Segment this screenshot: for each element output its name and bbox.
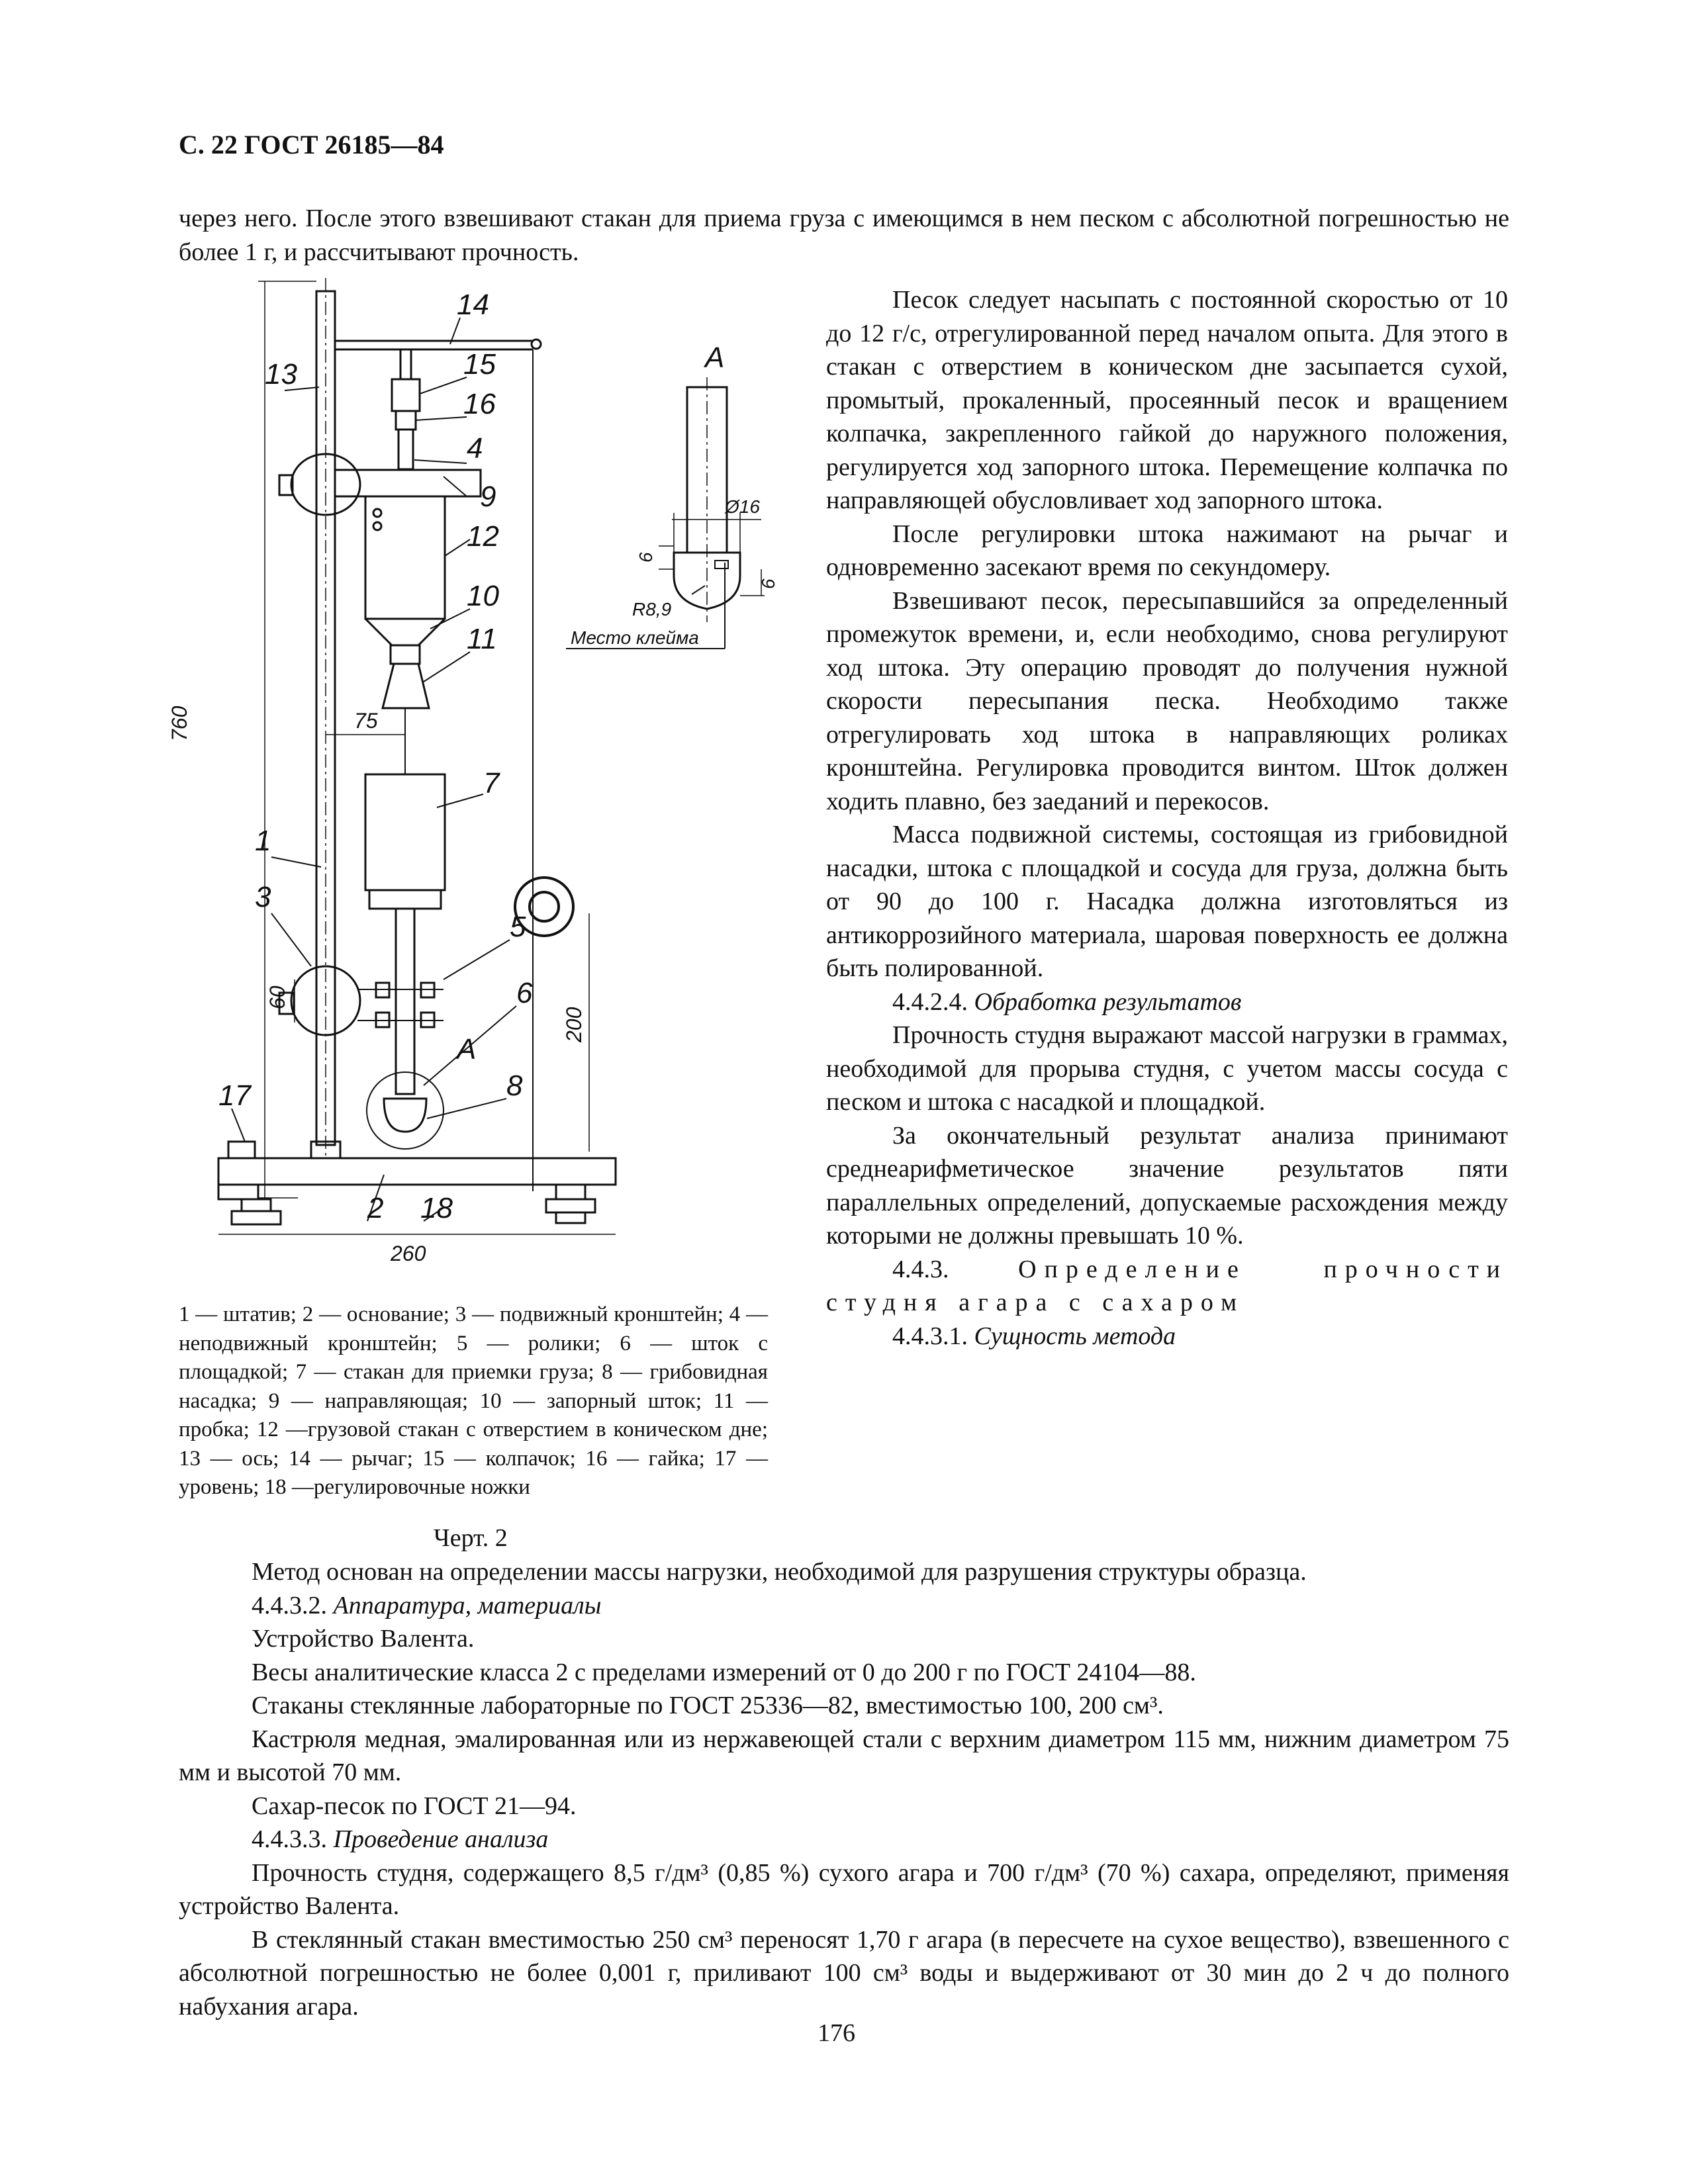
heading-4433: 4.4.3.3. Проведение анализа (252, 1825, 549, 1853)
page-number: 176 (818, 2019, 855, 2047)
apparatus-item: Весы аналитические класса 2 с пределами измерений от 0 до 200 г по ГОСТ 24104—88. (252, 1658, 1196, 1686)
label-3: 3 (255, 881, 271, 913)
para-results-2: За окончательный результат анализа принимают среднеарифметическое значение результатов пяти параллельных определений, допускаемые расхождения между которыми не должны превышать 10 %. (826, 1121, 1508, 1250)
para-analysis-2: В стеклянный стакан вместимостью 250 см³ переносят 1,70 г агара (в пересчете на сухое вещество), взвешенного с абсолютной погрешностью не более 0,001 г, приливают 100 см³ воды и выдерживают от 30 мин до 2 ч до полного набухания агара. (179, 1925, 1509, 2021)
para-method: Метод основан на определении массы нагрузки, необходимой для разрушения структуры образца. (252, 1558, 1307, 1586)
label-12: 12 (467, 520, 499, 553)
label-view-a: A (705, 341, 725, 374)
label-8: 8 (506, 1069, 523, 1102)
label-7: 7 (483, 767, 500, 799)
para-analysis-1: Прочность студня, содержащего 8,5 г/дм³ (0,85 %) сухого агара и 700 г/дм³ (70 %) сахара, определяют, применяя устройство Валента. (179, 1858, 1509, 1920)
para-sand: Песок следует насыпать с постоянной скоростью от 10 до 12 г/с, отрегулированной перед началом опыта. Для этого в стакан с отверстием в коническом дне засыпается сухой, промытый, прокаленный, просеянный песок и вращением колпачка, закрепленного гайкой до наружного положения, регулируется ход запорного штока. Перемещение колпачка по направляющей обусловливает ход запорного штока. (826, 286, 1508, 514)
label-11: 11 (467, 623, 497, 655)
label-view-a-arrow: A (457, 1033, 477, 1066)
dim-six-right: 6 (758, 578, 778, 589)
dim-radius: R8,9 (632, 599, 672, 619)
label-9: 9 (480, 480, 496, 513)
dim-200: 200 (562, 1007, 586, 1042)
dim-dia-16: Ø16 (725, 496, 760, 517)
cap (392, 379, 420, 411)
dim-260: 260 (391, 1242, 426, 1265)
dim-60: 60 (265, 985, 289, 1009)
level (228, 1142, 255, 1158)
mushroom-tip (384, 1099, 426, 1132)
page-header: С. 22 ГОСТ 26185—84 (179, 130, 444, 159)
stopper (383, 664, 429, 708)
apparatus-item: Стаканы стеклянные лабораторные по ГОСТ 25336—82, вместимостью 100, 200 см³. (252, 1692, 1164, 1719)
nut (396, 411, 416, 430)
label-2: 2 (367, 1192, 384, 1224)
receiving-cup (365, 774, 445, 890)
heading-443: 4.4.3. Определение прочности студня агара с сахаром (826, 1255, 1509, 1316)
para-lever: После регулировки штока нажимают на рычаг и одновременно засекают время по секундомеру. (826, 520, 1508, 581)
label-14: 14 (457, 289, 489, 321)
dim-760: 760 (167, 705, 191, 741)
right-column (826, 283, 1508, 1353)
label-4: 4 (467, 432, 483, 465)
dim-75: 75 (354, 709, 378, 733)
dim-six-left: 6 (635, 552, 656, 563)
apparatus-item: Сахар-песок по ГОСТ 21—94. (252, 1792, 577, 1820)
label-10: 10 (467, 580, 499, 612)
para-weigh: Взвешивают песок, пересыпавшийся за определенный промежуток времени, и, если необходимо, снова регулируют ход штока. Эту операцию проводят до получения нужной скорости пересыпания песка. Необходимо также отрегулировать ход штока в направляющих роликах кронштейна. Регулировка проводится винтом. Шток должен ходить плавно, без заеданий и перекосов. (826, 586, 1508, 815)
para-results-1: Прочность студня выражают массой нагрузки в граммах, необходимой для прорыва студня, с учетом массы сосуда с песком и штока с насадкой и площадкой. (826, 1021, 1508, 1116)
figure-caption: 1 — штатив; 2 — основание; 3 — подвижный кронштейн; 4 — неподвижный кронштейн; 5 — ролики; 6 — шток с площадкой; 7 — стакан для приемки груза; 8 — грибовидная насадка; 9 — направляющая; 10 — запорный шток; 11 — пробка; 12 —грузовой стакан с отверстием в коническом дне; 13 — ось; 14 — рычаг; 15 — колпачок; 16 — гайка; 17 — уровень; 18 —регулировочные ножки (179, 1302, 768, 1499)
load-cup (365, 496, 445, 619)
apparatus-item: Кастрюля медная, эмалированная или из нержавеющей стали с верхним диаметром 115 мм, нижним диаметром 75 мм и высотой 70 мм. (179, 1725, 1509, 1786)
label-16: 16 (463, 388, 496, 420)
label-15: 15 (463, 348, 496, 381)
label-1: 1 (255, 825, 271, 857)
label-17: 17 (218, 1079, 251, 1112)
apparatus-item: Устройство Валента. (252, 1625, 475, 1653)
para-mass: Масса подвижной системы, состоящая из грибовидной насадки, штока с площадкой и сосуда для груза, должна быть от 90 до 100 г. Насадка должна изготовляться из антикоррозийного материала, шаровая поверхность ее должна быть полированной. (826, 821, 1508, 982)
label-stamp-place: Место клейма (571, 627, 699, 648)
heading-4424: 4.4.2.4. Обработка результатов (892, 987, 1242, 1016)
main-text (179, 1555, 1509, 2023)
apparatus-figure (165, 278, 827, 1291)
intro-paragraph: через него. После этого взвешивают стакан для приема груза с имеющимся в нем песком с абсолютной погрешностью не более 1 г, и рассчитывают прочность. (179, 205, 1509, 266)
label-18: 18 (420, 1192, 453, 1224)
figure-number: Черт. 2 (434, 1524, 508, 1552)
heading-4431: 4.4.3.1. Сущность метода (892, 1322, 1176, 1350)
heading-4432: 4.4.3.2. Аппаратура, материалы (252, 1591, 602, 1619)
label-5: 5 (510, 911, 526, 943)
base (218, 1158, 616, 1185)
label-6: 6 (516, 977, 533, 1009)
label-13: 13 (265, 358, 297, 390)
